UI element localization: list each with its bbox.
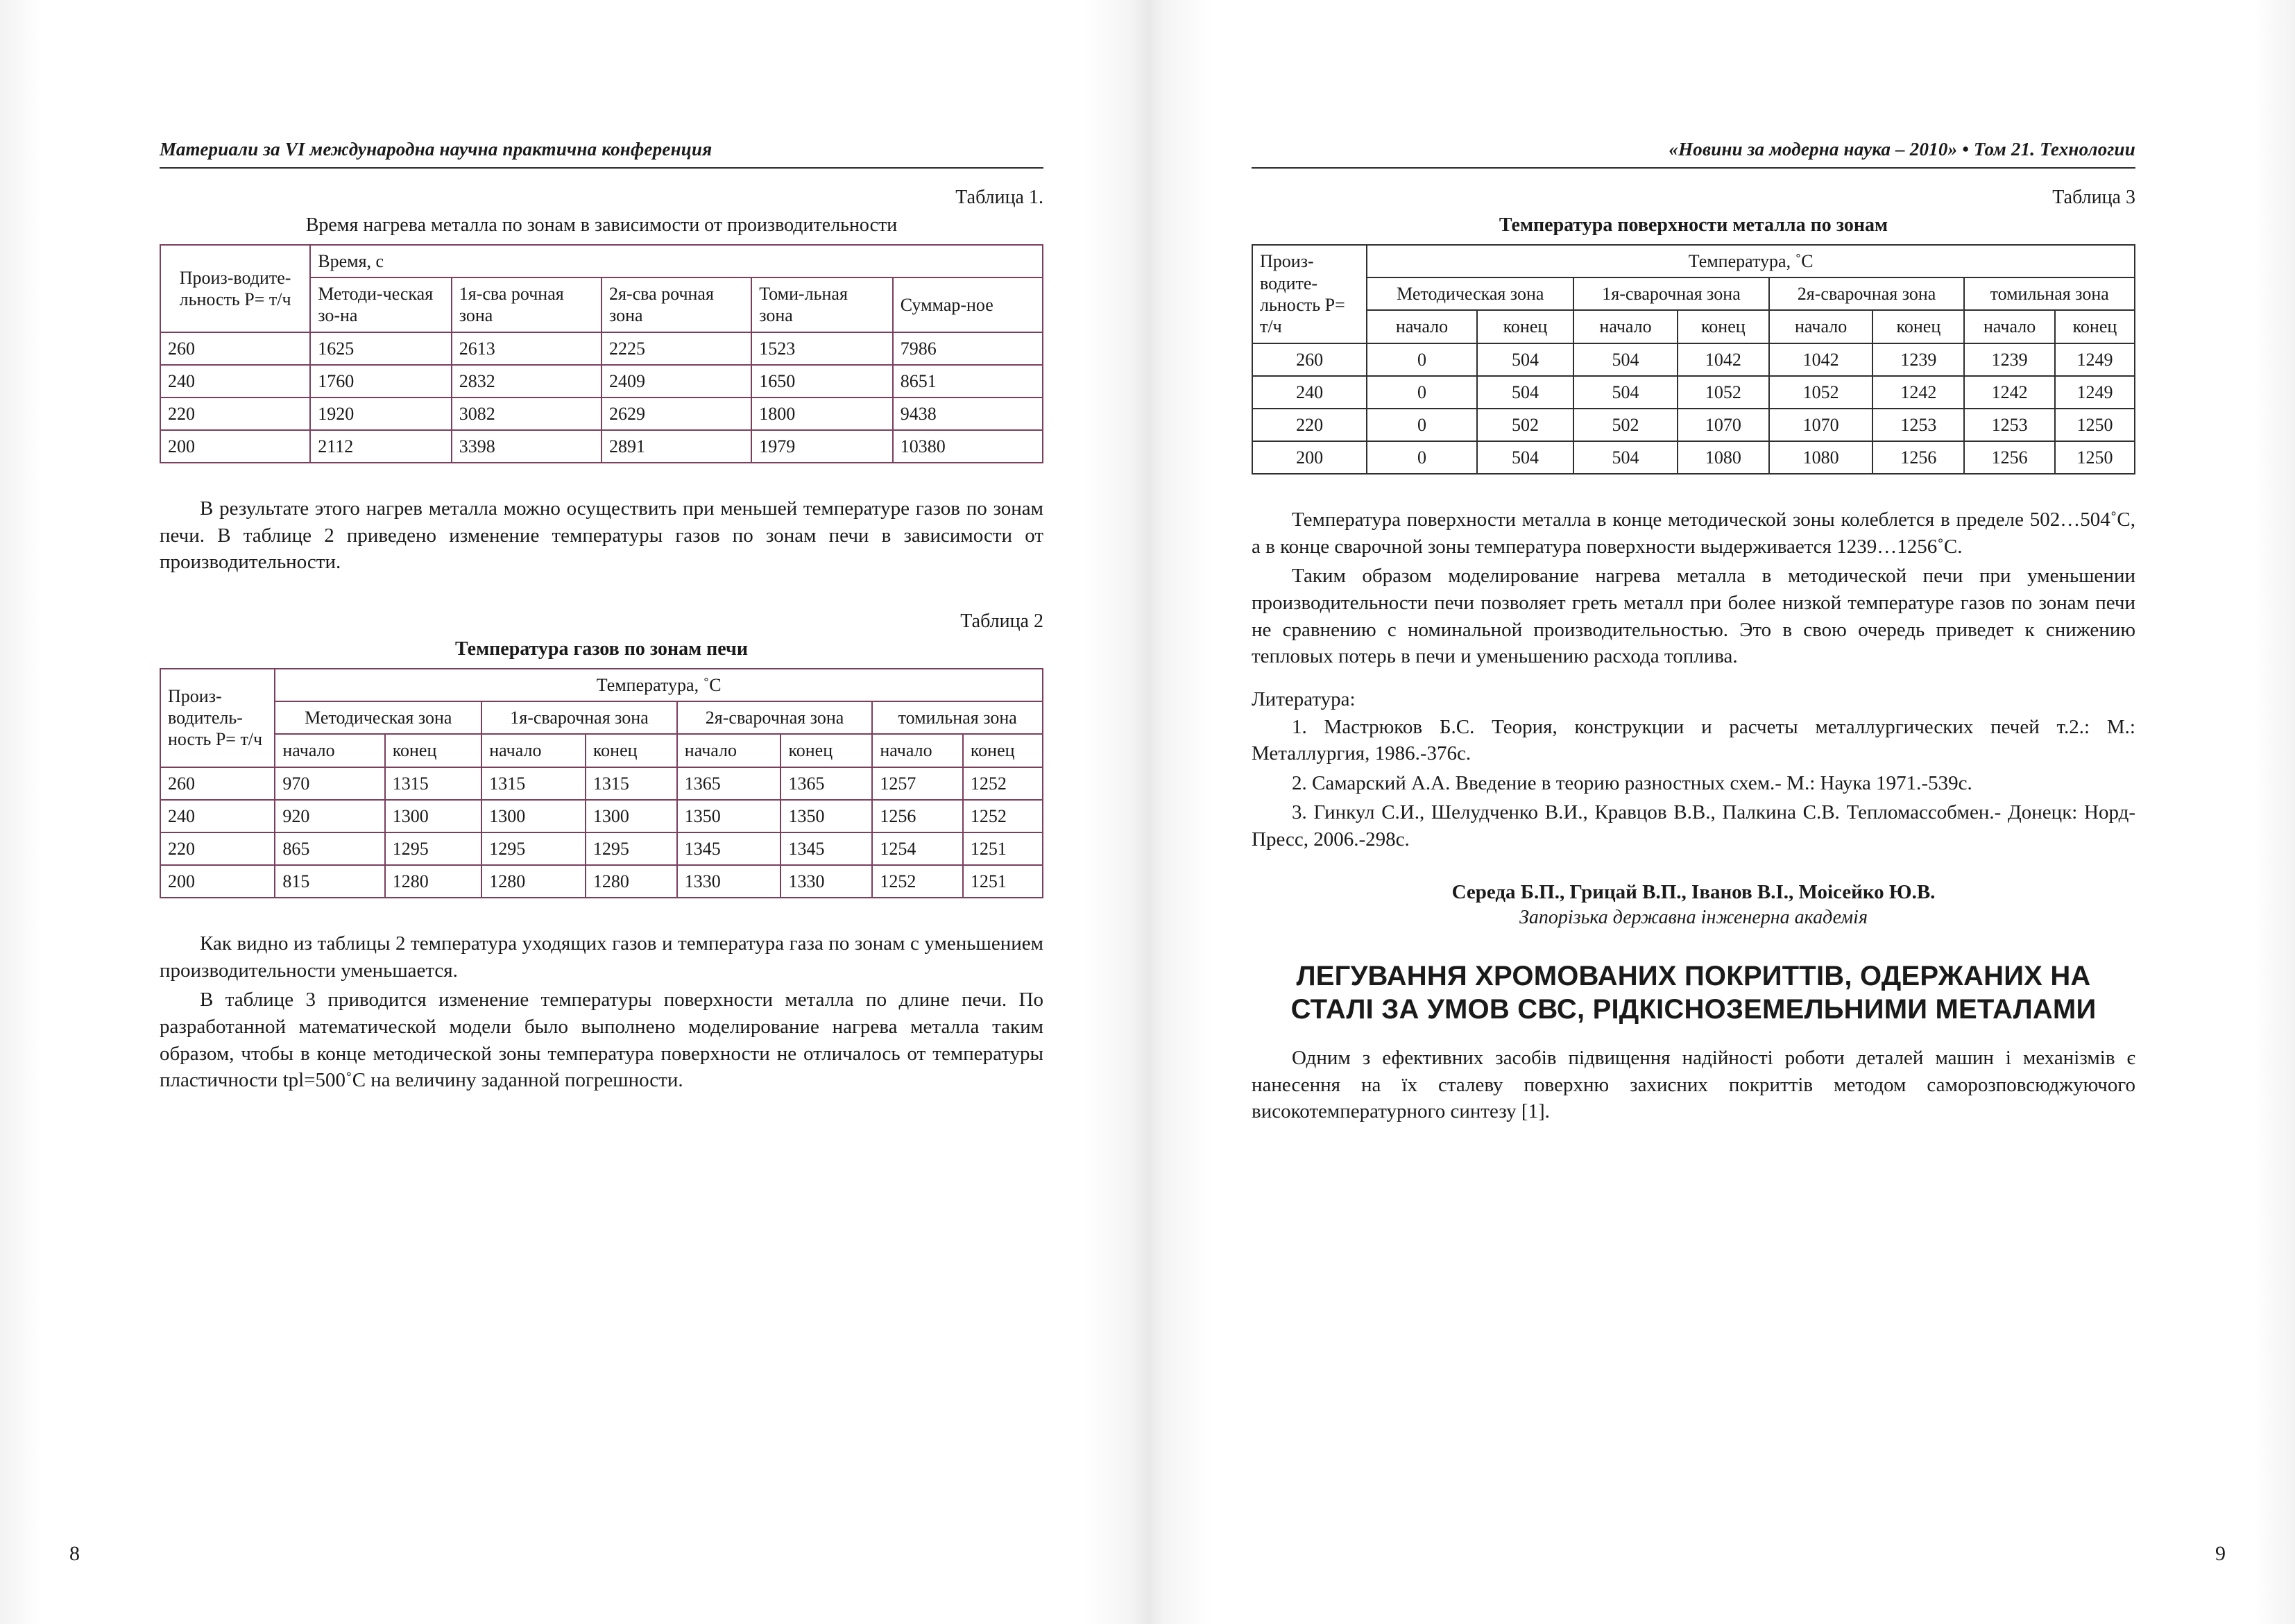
table2-sub-end: конец — [780, 734, 872, 767]
cell: 0 — [1367, 376, 1476, 409]
cell: 260 — [160, 332, 310, 365]
article-authors: Середа Б.П., Грицай В.П., Іванов В.І., Моісейко Ю.В. — [1451, 880, 1936, 903]
cell: 2629 — [602, 398, 751, 430]
table3-sub-end: конец — [1477, 310, 1574, 343]
cell: 1625 — [310, 332, 452, 365]
table-row — [160, 800, 1043, 832]
cell: 1330 — [677, 865, 781, 898]
article-first-paragraph: Одним з ефективних засобів підвищення надійності роботи деталей машин і механізмів є нанесення на їх сталеву поверхню захисних покриттів методом саморозповсюджуючого високотемпературного синтезу [1]. — [1252, 1047, 2135, 1123]
table-row — [160, 701, 1043, 734]
cell: 504 — [1477, 343, 1574, 376]
cell: 1252 — [872, 865, 963, 898]
table3-zone-3: 2я-сварочная зона — [1769, 277, 1965, 310]
cell: 504 — [1477, 441, 1574, 474]
cell: 260 — [160, 767, 275, 800]
running-head-right: «Новини за модерна наука – 2010» • Том 21. Технологии — [1669, 139, 2135, 160]
cell: 1315 — [481, 767, 586, 800]
table2-header-group: Температура, ˚С — [275, 669, 1043, 701]
cell: 1256 — [1964, 441, 2055, 474]
cell: 2832 — [452, 365, 602, 398]
table1-col-first: Произ-водите-льность Р= т/ч — [160, 245, 310, 332]
cell: 1052 — [1769, 376, 1873, 409]
table1-col-2: 1я-сва рочная зона — [452, 277, 602, 332]
table3-title: Температура поверхности металла по зонам — [1499, 214, 1888, 236]
cell: 2613 — [452, 332, 602, 365]
left-paragraph-3: В таблице 3 приводится изменение температуры поверхности металла по длине печи. По разработанной математической модели было выполнено моделирование нагрева металла таким образом, чтобы в конце методической зоны температура поверхности не отличалось от температуры пластичности tрl=500˚С на величину заданной погрешности. — [160, 989, 1043, 1092]
left-paragraph-1: В результате этого нагрев металла можно осуществить при меньшей температуре газов по зонам печи. В таблице 2 приведено изменение температуры газов по зонам печи в зависимости от производительности. — [160, 497, 1043, 574]
cell: 502 — [1573, 409, 1678, 441]
table3-zone-1: Методическая зона — [1367, 277, 1573, 310]
cell: 1042 — [1769, 343, 1873, 376]
cell: 1650 — [751, 365, 893, 398]
table-row — [1252, 310, 2135, 343]
running-head-left: Материали за VI международна научна практична конференция — [160, 139, 713, 160]
cell: 1800 — [751, 398, 893, 430]
cell: 1300 — [586, 800, 677, 832]
cell: 815 — [275, 865, 384, 898]
cell: 2112 — [310, 430, 452, 463]
table3-zone-2: 1я-сварочная зона — [1573, 277, 1769, 310]
left-paragraph-2: Как видно из таблицы 2 температура уходящих газов и температура газа по зонам с уменьшением производительности уменьшается. — [160, 932, 1043, 982]
cell: 7986 — [893, 332, 1043, 365]
table3-sub-start: начало — [1367, 310, 1476, 343]
cell: 1256 — [1872, 441, 1964, 474]
cell: 9438 — [893, 398, 1043, 430]
table-row — [1252, 376, 2135, 409]
cell: 1280 — [481, 865, 586, 898]
table2-sub-end: конец — [385, 734, 482, 767]
cell: 1315 — [385, 767, 482, 800]
table1-title: Время нагрева металла по зонам в зависимости от производительности — [305, 214, 898, 236]
page-number-left: 8 — [69, 1542, 80, 1565]
cell: 1257 — [872, 767, 963, 800]
table-row — [160, 865, 1043, 898]
table3-header-group: Температура, ˚С — [1367, 245, 2135, 277]
cell: 220 — [160, 832, 275, 865]
cell: 1239 — [1964, 343, 2055, 376]
cell: 1042 — [1678, 343, 1769, 376]
cell: 504 — [1573, 376, 1678, 409]
cell: 504 — [1573, 343, 1678, 376]
table1-col-5: Суммар-ное — [893, 277, 1043, 332]
table-row — [1252, 343, 2135, 376]
reference-1: 1. Мастрюков Б.С. Теория, конструкции и расчеты металлургических печей т.2.: М.: Металлургия, 1986.-376с. — [1252, 715, 2135, 765]
cell: 1345 — [780, 832, 872, 865]
table-row — [1252, 277, 2135, 310]
cell: 1251 — [963, 832, 1043, 865]
cell: 1252 — [963, 800, 1043, 832]
header-rule-right — [1252, 167, 2135, 169]
cell: 200 — [1252, 441, 1367, 474]
table1-col-4: Томи-льная зона — [751, 277, 893, 332]
cell: 1920 — [310, 398, 452, 430]
cell: 1052 — [1678, 376, 1769, 409]
cell: 1070 — [1678, 409, 1769, 441]
table2-zone-4: томильная зона — [872, 701, 1043, 734]
cell: 2225 — [602, 332, 751, 365]
cell: 240 — [1252, 376, 1367, 409]
table-row — [160, 430, 1043, 463]
cell: 1249 — [2055, 343, 2135, 376]
cell: 1760 — [310, 365, 452, 398]
cell: 504 — [1477, 376, 1574, 409]
cell: 920 — [275, 800, 384, 832]
cell: 8651 — [893, 365, 1043, 398]
table3-sub-end: конец — [1678, 310, 1769, 343]
cell: 970 — [275, 767, 384, 800]
right-page — [1148, 0, 2295, 1624]
table-row — [160, 767, 1043, 800]
cell: 1249 — [2055, 376, 2135, 409]
cell: 3398 — [452, 430, 602, 463]
cell: 260 — [1252, 343, 1367, 376]
right-paragraph-2: Таким образом моделирование нагрева металла в методической печи при уменьшении производительности печи позволяет греть металл при более низкой температуре газов по зонам печи не сравнению с номинальной производительностью. Это в свою очередь приведет к снижению тепловых потерь в печи и уменьшению расхода топлива. — [1252, 565, 2135, 668]
table1-caption: Таблица 1. — [955, 187, 1043, 208]
article-affiliation: Запорізька державна інженерна академія — [1519, 906, 1868, 928]
cell: 1254 — [872, 832, 963, 865]
table2-title: Температура газов по зонам печи — [455, 638, 748, 660]
table2-sub-start: начало — [872, 734, 963, 767]
cell: 1253 — [1872, 409, 1964, 441]
cell: 1251 — [963, 865, 1043, 898]
table-3-surface-temperature — [1252, 244, 2135, 475]
table2-zone-2: 1я-сварочная зона — [481, 701, 677, 734]
cell: 1979 — [751, 430, 893, 463]
page-number-right: 9 — [2215, 1542, 2226, 1565]
table2-sub-end: конец — [963, 734, 1043, 767]
cell: 1280 — [385, 865, 482, 898]
table-row — [160, 245, 1043, 277]
cell: 200 — [160, 430, 310, 463]
cell: 1295 — [385, 832, 482, 865]
cell: 1080 — [1769, 441, 1873, 474]
cell: 240 — [160, 800, 275, 832]
cell: 3082 — [452, 398, 602, 430]
cell: 220 — [160, 398, 310, 430]
cell: 1250 — [2055, 409, 2135, 441]
cell: 0 — [1367, 441, 1476, 474]
cell: 1300 — [481, 800, 586, 832]
table3-caption: Таблица 3 — [2052, 187, 2135, 208]
right-paragraph-1: Температура поверхности металла в конце методической зоны колеблется в пределе 502…504˚С, а в конце сварочной зоны температура поверхности выдерживается 1239…1256˚С. — [1252, 508, 2135, 558]
table3-sub-start: начало — [1769, 310, 1873, 343]
cell: 1365 — [677, 767, 781, 800]
cell: 865 — [275, 832, 384, 865]
cell: 1350 — [780, 800, 872, 832]
cell: 1365 — [780, 767, 872, 800]
table2-zone-3: 2я-сварочная зона — [677, 701, 873, 734]
table-row — [160, 332, 1043, 365]
cell: 1295 — [481, 832, 586, 865]
table3-col-first: Произ-водите-льность Р= т/ч — [1252, 245, 1367, 343]
cell: 1242 — [1872, 376, 1964, 409]
cell: 200 — [160, 865, 275, 898]
cell: 2891 — [602, 430, 751, 463]
cell: 1080 — [1678, 441, 1769, 474]
table-row — [160, 365, 1043, 398]
table-row — [1252, 441, 2135, 474]
cell: 502 — [1477, 409, 1574, 441]
table2-col-first: Произ-водитель-ность Р= т/ч — [160, 669, 275, 767]
reference-3: 3. Гинкул С.И., Шелудченко В.И., Кравцов В.В., Палкина С.В. Тепломассобмен.- Донецк: Норд-Пресс, 2006.-298с. — [1252, 801, 2135, 851]
cell: 1252 — [963, 767, 1043, 800]
table2-sub-start: начало — [481, 734, 586, 767]
cell: 1239 — [1872, 343, 1964, 376]
table-1-heating-time — [160, 244, 1043, 463]
table-row — [160, 832, 1043, 865]
cell: 2409 — [602, 365, 751, 398]
cell: 504 — [1573, 441, 1678, 474]
table2-sub-start: начало — [677, 734, 781, 767]
table2-sub-end: конец — [586, 734, 677, 767]
table1-col-1: Методи-ческая зо-на — [310, 277, 452, 332]
table1-header-group: Время, с — [310, 245, 1043, 277]
cell: 1280 — [586, 865, 677, 898]
literature-heading: Литература: — [1252, 687, 1356, 710]
table3-sub-end: конец — [1872, 310, 1964, 343]
cell: 1300 — [385, 800, 482, 832]
table-row — [160, 669, 1043, 701]
table2-caption: Таблица 2 — [960, 610, 1043, 632]
reference-2: 2. Самарский А.А. Введение в теорию разностных схем.- М.: Наука 1971.-539с. — [1292, 771, 1972, 794]
table-row — [160, 398, 1043, 430]
cell: 240 — [160, 365, 310, 398]
cell: 1350 — [677, 800, 781, 832]
table3-zone-4: томильная зона — [1964, 277, 2135, 310]
cell: 1070 — [1769, 409, 1873, 441]
cell: 0 — [1367, 343, 1476, 376]
header-rule-left — [160, 167, 1043, 169]
cell: 1256 — [872, 800, 963, 832]
table1-col-3: 2я-сва рочная зона — [602, 277, 751, 332]
cell: 10380 — [893, 430, 1043, 463]
cell: 1315 — [586, 767, 677, 800]
cell: 0 — [1367, 409, 1476, 441]
table3-sub-end: конец — [2055, 310, 2135, 343]
table3-sub-start: начало — [1964, 310, 2055, 343]
cell: 1253 — [1964, 409, 2055, 441]
cell: 1345 — [677, 832, 781, 865]
table-row — [1252, 245, 2135, 277]
table3-sub-start: начало — [1573, 310, 1678, 343]
table-row — [160, 734, 1043, 767]
article-title: ЛЕГУВАННЯ ХРОМОВАНИХ ПОКРИТТІВ, ОДЕРЖАНИХ НА СТАЛІ ЗА УМОВ СВС, РІДКІСНОЗЕМЕЛЬНИМИ МЕТАЛАМИ — [1290, 960, 2097, 1025]
cell: 220 — [1252, 409, 1367, 441]
table-2-gas-temperature — [160, 668, 1043, 898]
cell: 1330 — [780, 865, 872, 898]
cell: 1523 — [751, 332, 893, 365]
table2-zone-1: Методическая зона — [275, 701, 481, 734]
table2-sub-start: начало — [275, 734, 384, 767]
cell: 1242 — [1964, 376, 2055, 409]
table-row — [1252, 409, 2135, 441]
cell: 1250 — [2055, 441, 2135, 474]
cell: 1295 — [586, 832, 677, 865]
